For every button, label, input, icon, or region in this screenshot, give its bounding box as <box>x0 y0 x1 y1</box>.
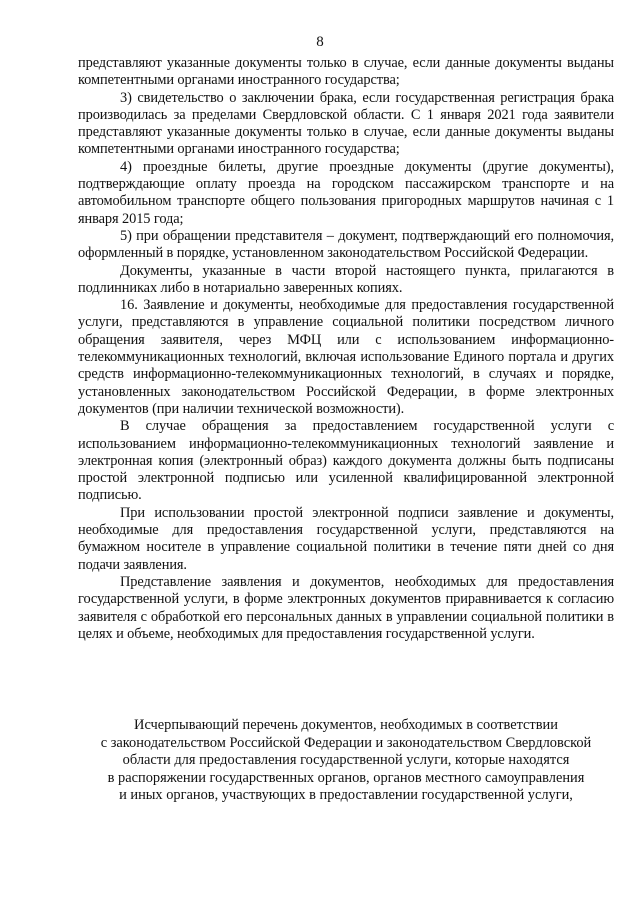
paragraph-item-3: 3) свидетельство о заключении брака, если государственная регистрация брака производилась за пределами Свердловской области. С 1 января 2021 года заявители представляют указанные документы только в случае, если данные документы выданы компетентными органами иностранного государства; <box>78 89 614 158</box>
heading-line: с законодательством Российской Федерации и законодательством Свердловской <box>100 734 592 751</box>
paragraph-simple-signature: При использовании простой электронной подписи заявление и документы, необходимые для предоставления государственной услуги, представляются на бумажном носителе в управление социальной политики в течение пяти дней со дня подачи заявления. <box>78 504 614 573</box>
heading-line: в распоряжении государственных органов, органов местного самоуправления <box>107 769 585 786</box>
heading-line: области для предоставления государственной услуги, которые находятся <box>122 752 570 769</box>
page-number: 8 <box>316 34 324 50</box>
heading-line: Исчерпывающий перечень документов, необходимых в соответствии <box>134 717 558 733</box>
document-body <box>78 55 614 643</box>
paragraph-electronic-signature: В случае обращения за предоставлением государственной услуги с использованием информационно-телекоммуникационных технологий заявление и электронная копия (электронный образ) каждого документа должны быть подписаны простой электронной подписью или усиленной квалифицированной электронной подписью. <box>78 418 614 504</box>
paragraph-item-4: 4) проездные билеты, другие проездные документы (другие документы), подтверждающие оплату проезда на городском пассажирском транспорте и на автомобильном транспорте общего пользования пригородных маршрутов начиная с 1 января 2015 года; <box>78 158 614 227</box>
section-heading <box>78 717 614 805</box>
paragraph-section-16: 16. Заявление и документы, необходимые для предоставления государственной услуги, представляются в управление социальной политики посредством личного обращения заявителя, через МФЦ или с использованием информационно-телекоммуникационных технологий, включая использование Единого портала и других средств информационно-телекоммуникационных технологий, в случаях и порядке, установленных законодательством Российской Федерации, в форме электронных документов (при наличии технической возможности). <box>78 297 614 417</box>
paragraph-item-5: 5) при обращении представителя – документ, подтверждающий его полномочия, оформленный в порядке, установленном законодательством Российской Федерации. <box>78 227 614 262</box>
paragraph-continuation: представляют указанные документы только в случае, если данные документы выданы компетентными органами иностранного государства; <box>78 55 614 89</box>
paragraph-documents-note: Документы, указанные в части второй настоящего пункта, прилагаются в подлинниках либо в нотариально заверенных копиях. <box>78 262 614 296</box>
heading-line: и иных органов, участвующих в предоставлении государственной услуги, <box>119 787 573 804</box>
paragraph-consent: Представление заявления и документов, необходимых для предоставления государственной услуги, в форме электронных документов приравнивается к согласию заявителя с обработкой его персональных данных в управлении социальной политики в целях и объеме, необходимых для предоставления государственной услуги. <box>78 573 614 642</box>
